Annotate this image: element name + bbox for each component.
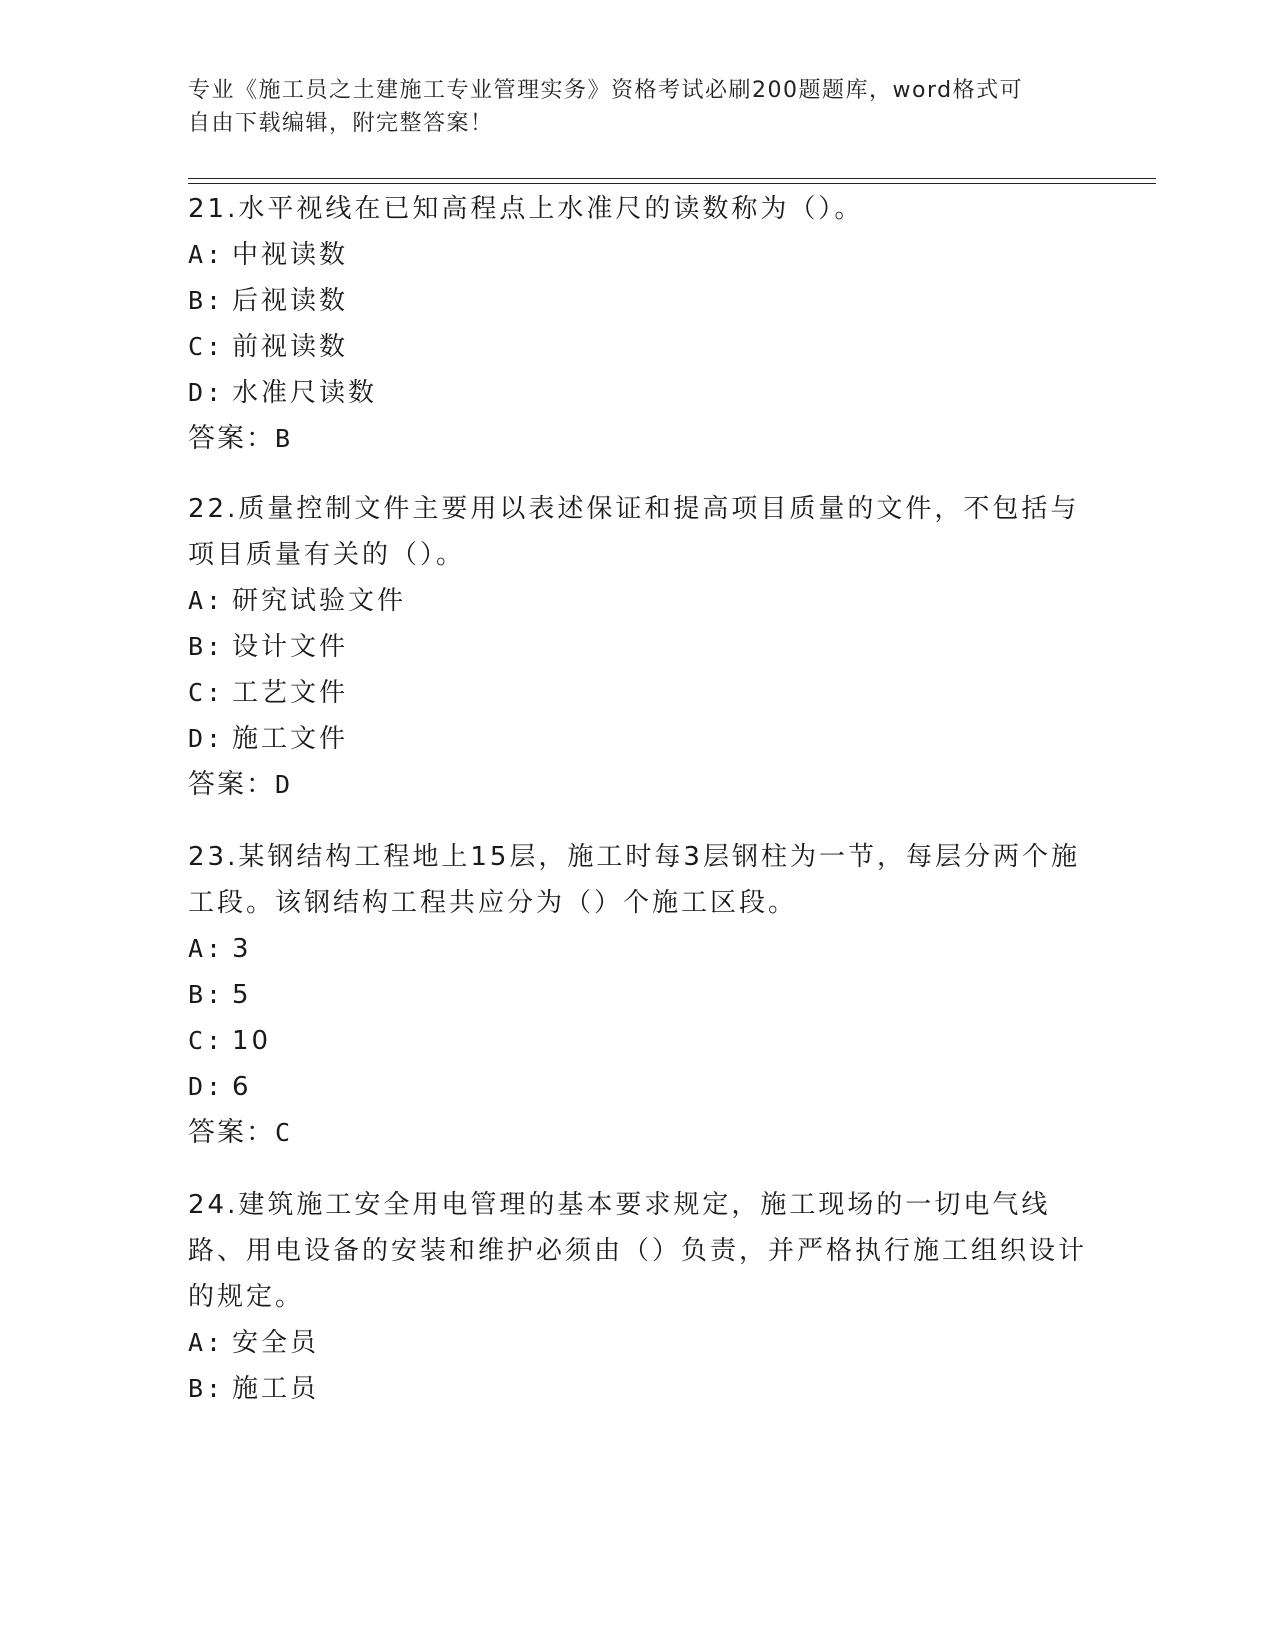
header-divider-bottom (188, 183, 1156, 184)
header-line-2: 自由下载编辑，附完整答案！ (188, 111, 494, 136)
option-c (188, 670, 1088, 716)
question-24 (188, 1182, 1088, 1412)
option-letter: A: (188, 586, 225, 615)
option-text: 中视读数 (232, 240, 349, 270)
option-b (188, 624, 1088, 670)
option-letter: C: (188, 332, 225, 361)
document-header (188, 74, 1068, 140)
option-b (188, 1366, 1088, 1412)
option-a (188, 232, 1088, 278)
option-letter: D: (188, 724, 225, 753)
option-d (188, 370, 1088, 416)
answer-label: 答案： (188, 1117, 275, 1148)
option-text: 前视读数 (232, 332, 349, 362)
answer-line (188, 1110, 1088, 1156)
option-text: 5 (232, 980, 252, 1010)
option-text: 研究试验文件 (232, 586, 407, 616)
option-text: 工艺文件 (232, 678, 349, 708)
option-c (188, 324, 1088, 370)
option-letter: D: (188, 378, 225, 407)
answer-value: B (275, 424, 293, 453)
question-22 (188, 486, 1088, 808)
header-line-1: 专业《施工员之土建施工专业管理实务》资格考试必刷200题题库，word格式可 (188, 78, 1024, 103)
option-text: 水准尺读数 (232, 378, 378, 408)
option-letter: C: (188, 1026, 225, 1055)
option-a (188, 926, 1088, 972)
question-stem: 23.某钢结构工程地上15层，施工时每3层钢柱为一节，每层分两个施工段。该钢结构工程共应分为（）个施工区段。 (188, 842, 1080, 918)
option-text: 10 (232, 1026, 272, 1056)
option-text: 后视读数 (232, 286, 349, 316)
option-text: 施工员 (232, 1374, 320, 1404)
question-23 (188, 834, 1088, 1156)
option-letter: B: (188, 1374, 225, 1403)
answer-label: 答案： (188, 769, 275, 800)
option-b (188, 972, 1088, 1018)
option-letter: B: (188, 286, 225, 315)
answer-line (188, 416, 1088, 462)
option-text: 安全员 (232, 1328, 320, 1358)
option-letter: A: (188, 240, 225, 269)
answer-line (188, 762, 1088, 808)
option-text: 6 (232, 1072, 252, 1102)
option-b (188, 278, 1088, 324)
option-a (188, 1320, 1088, 1366)
option-a (188, 578, 1088, 624)
question-stem: 22.质量控制文件主要用以表述保证和提高项目质量的文件，不包括与项目质量有关的（）。 (188, 494, 1080, 570)
option-letter: A: (188, 934, 225, 963)
option-d (188, 1064, 1088, 1110)
option-letter: B: (188, 632, 225, 661)
option-letter: B: (188, 980, 225, 1009)
answer-value: C (275, 1118, 293, 1147)
answer-value: D (275, 770, 293, 799)
header-divider-top (188, 178, 1156, 179)
option-c (188, 1018, 1088, 1064)
question-21 (188, 186, 1088, 462)
option-letter: D: (188, 1072, 225, 1101)
answer-label: 答案： (188, 423, 275, 454)
option-text: 3 (232, 934, 252, 964)
option-letter: C: (188, 678, 225, 707)
question-stem: 21.水平视线在已知高程点上水准尺的读数称为（）。 (188, 194, 864, 224)
question-stem: 24.建筑施工安全用电管理的基本要求规定，施工现场的一切电气线路、用电设备的安装和维护必须由（）负责，并严格执行施工组织设计的规定。 (188, 1190, 1088, 1312)
option-d (188, 716, 1088, 762)
option-text: 施工文件 (232, 724, 349, 754)
option-text: 设计文件 (232, 632, 349, 662)
option-letter: A: (188, 1328, 225, 1357)
